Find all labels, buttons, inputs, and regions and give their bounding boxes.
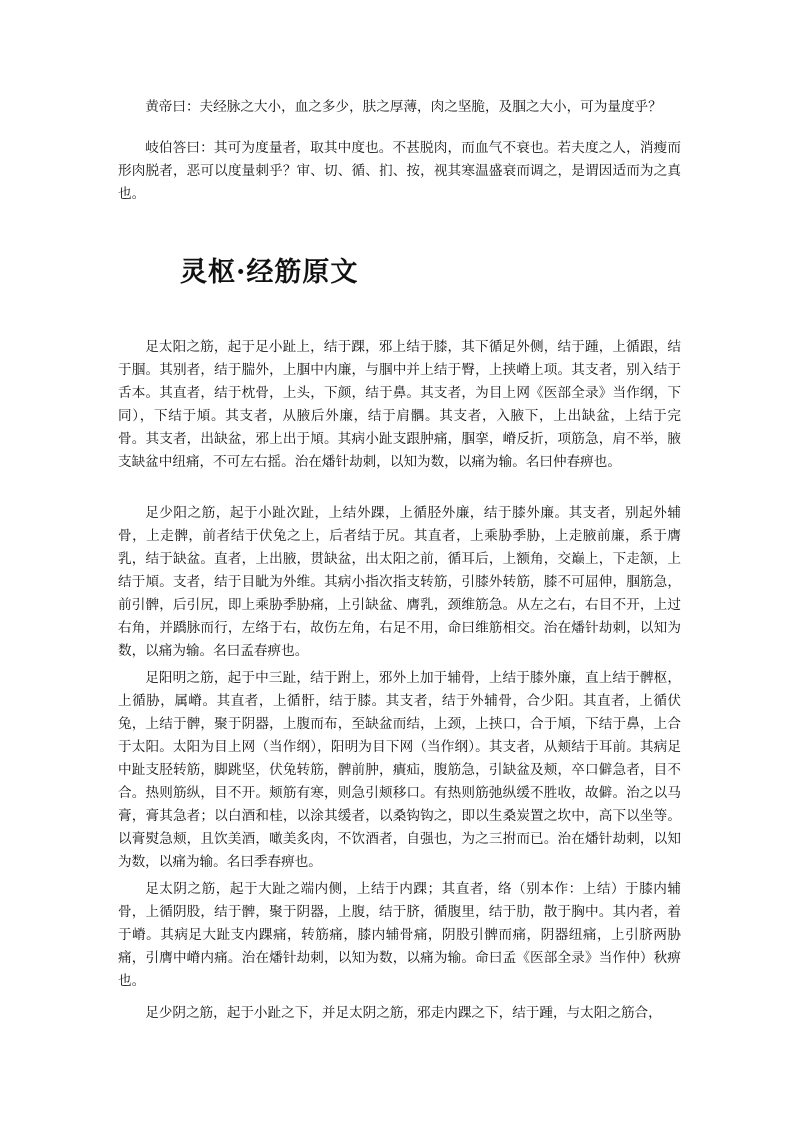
section-heading: 灵枢·经筋原文 [180, 257, 359, 288]
intro-paragraph-1: 黄帝曰：夫经脉之大小，血之多少，肤之厚薄，肉之坚脆，及腘之大小，可为量度乎？ [145, 99, 662, 115]
paragraph-foot-taiyang: 足太阳之筋，起于足小趾上，结于踝，邪上结于膝，其下循足外侧，结于踵，上循跟，结于腘。其别者，结于腨外，上腘中内廉，与腘中并上结于臀，上挟嵴上项。其支者，别入结于舌本。其直者，结于枕骨，上头，下颜，结于鼻。其支者，为目上网《医部全录》当作纲，下同），下结于頄。其支者，从腋后外廉，结于肩髃。其支者，入腋下，上出缺盆，上结于完骨。其支者，出缺盆，邪上出于頄。其病小趾支跟肿痛，腘挛，嵴反折，项筋急，肩不举，腋支缺盆中纽痛，不可左右摇。治在燔针劫刺，以知为数，以痛为输。名曰仲春痹也。 [118, 339, 681, 470]
paragraph-foot-shaoyin: 足少阴之筋，起于小趾之下，并足太阴之筋，邪走内踝之下，结于踵，与太阳之筋合， [145, 1005, 662, 1021]
intro-paragraph-2: 岐伯答曰：其可为度量者，取其中度也。不甚脱肉，而血气不衰也。若夫度之人，消瘦而形肉脱者，恶可以度量刺乎？审、切、循、扪、按，视其寒温盛衰而调之，是谓因适而为之真也。 [118, 140, 681, 202]
paragraph-foot-taiyin: 足太阴之筋，起于大趾之端内侧，上结于内踝；其直者，络（别本作：上结）于膝内辅骨，上循阴股，结于髀，聚于阴器，上腹，结于脐，循腹里，结于肋，散于胸中。其内者，着于嵴。其病足大趾支内踝痛，转筋痛，膝内辅骨痛，阴股引髀而痛，阴器纽痛，上引脐两胁痛，引膺中嵴内痛。治在燔针劫刺，以知为数，以痛为输。命曰孟《医部全录》当作仲）秋痹也。 [118, 881, 681, 989]
paragraph-foot-shaoyang: 足少阳之筋，起于小趾次趾，上结外踝，上循胫外廉，结于膝外廉。其支者，别起外辅骨，上走髀，前者结于伏兔之上，后者结于尻。其直者，上乘胁季胁，上走腋前廉，系于膺乳，结于缺盆。直者，上出腋，贯缺盆，出太阳之前，循耳后，上额角，交巅上，下走颔，上结于頄。支者，结于目眦为外维。其病小指次指支转筋，引膝外转筋，膝不可屈伸，腘筋急，前引髀，后引尻，即上乘胁季胁痛，上引缺盆、膺乳，颈维筋急。从左之右，右目不开，上过右角，并蹻脉而行，左络于右，故伤左角，右足不用，命曰维筋相交。治在燔针劫刺，以知为数，以痛为输。名曰孟春痹也。 [118, 505, 681, 659]
paragraph-foot-yangming: 足阳明之筋，起于中三趾，结于跗上，邪外上加于辅骨，上结于膝外廉，直上结于髀枢，上循胁，属嵴。其直者，上循骭，结于膝。其支者，结于外辅骨，合少阳。其直者，上循伏兔，上结于髀，聚于阴器，上腹而布，至缺盆而结，上颈，上挟口，合于頄，下结于鼻，上合于太阳。太阳为目上网（当作纲），阳明为目下网（当作纲）。其支者，从颊结于耳前。其病足中趾支胫转筋，脚跳坚，伏兔转筋，髀前肿，㿉疝，腹筋急，引缺盆及颊，卒口僻急者，目不合。热则筋纵，目不开。颊筋有寒，则急引颊移口。有热则筋弛纵缓不胜收，故僻。治之以马膏，膏其急者；以白酒和桂，以涂其缓者，以桑钩钩之，即以生桑炭置之坎中，高下以坐等。以膏熨急颊，且饮美酒，噉美炙肉，不饮酒者，自强也，为之三拊而已。治在燔针劫刺，以知为数，以痛为输。名曰季春痹也。 [118, 670, 681, 870]
